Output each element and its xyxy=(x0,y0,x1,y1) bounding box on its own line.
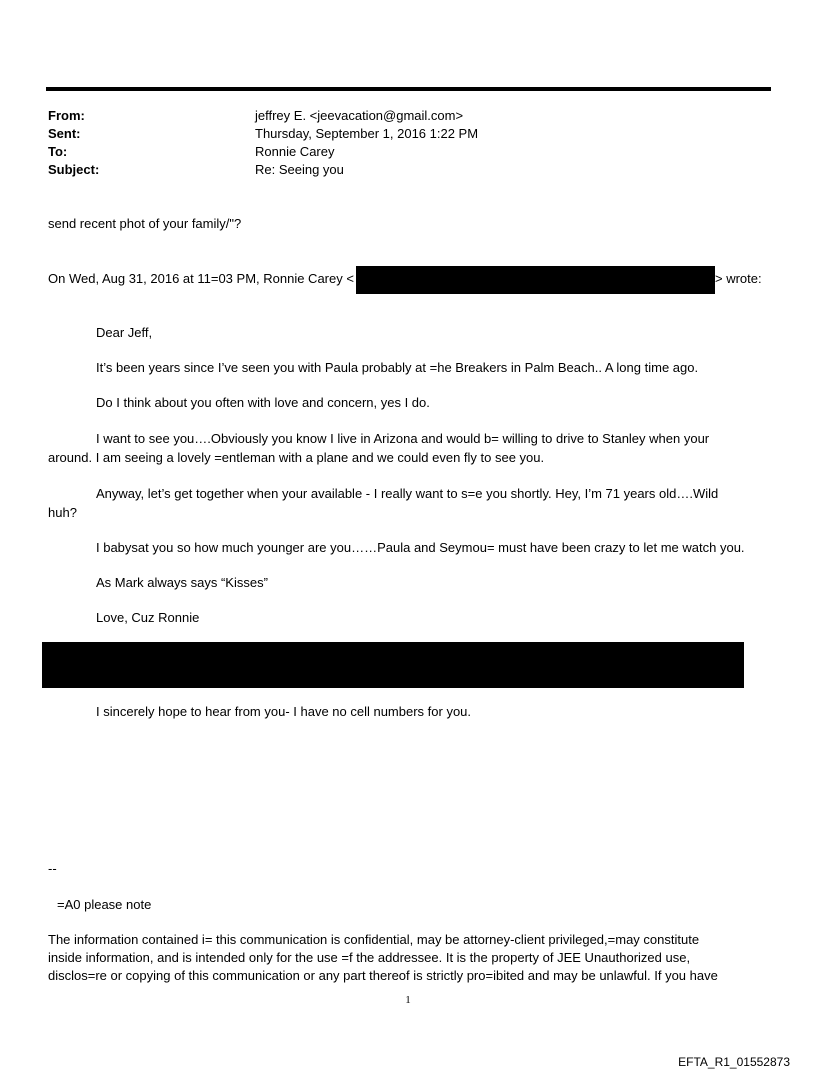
sent-value: Thursday, September 1, 2016 1:22 PM xyxy=(255,126,479,141)
reply-text: send recent phot of your family/"? xyxy=(48,216,242,231)
sent-label: Sent: xyxy=(48,126,81,141)
subject-label: Subject: xyxy=(48,162,100,177)
to-label: To: xyxy=(48,144,68,159)
paragraph-4-line-1: Anyway, let’s get together when your available - I really want to s=e you shortly. Hey, I’m 71 years old….Wild xyxy=(96,486,719,501)
signoff: Love, Cuz Ronnie xyxy=(96,610,200,625)
signature-separator: -- xyxy=(48,861,57,876)
paragraph-3-line-2: around. I am seeing a lovely =entleman with a plane and we could even fly to see you. xyxy=(48,450,545,465)
paragraph-7: I sincerely hope to hear from you- I have no cell numbers for you. xyxy=(96,704,472,719)
quote-intro-end: > wrote: xyxy=(715,271,762,286)
paragraph-4-line-2: huh? xyxy=(48,505,77,520)
from-label: From: xyxy=(48,108,85,123)
header-rule xyxy=(46,87,771,91)
page-number: 1 xyxy=(405,994,411,1006)
from-value: jeffrey E. <jeevacation@gmail.com> xyxy=(255,108,464,123)
disclaimer-line-3: disclos=re or copying of this communication or any part thereof is strictly pro=ibited and may be unlawful. If you have xyxy=(48,968,718,983)
paragraph-6: As Mark always says “Kisses” xyxy=(96,575,268,590)
subject-value: Re: Seeing you xyxy=(255,162,344,177)
disclaimer-line-1: The information contained i= this communication is confidential, may be attorney-client privileged,=may constitute xyxy=(48,932,700,947)
quote-intro-start: On Wed, Aug 31, 2016 at 11=03 PM, Ronnie Carey < xyxy=(48,271,354,286)
paragraph-3-line-1: I want to see you….Obviously you know I live in Arizona and would b= willing to drive to Stanley when your xyxy=(96,431,710,446)
paragraph-1: It’s been years since I’ve seen you with Paula probably at =he Breakers in Palm Beach.. A long time ago. xyxy=(96,360,699,375)
paragraph-2: Do I think about you often with love and concern, yes I do. xyxy=(96,395,430,410)
redaction-block xyxy=(42,642,744,688)
disclaimer-line-2: inside information, and is intended only for the use =f the addressee. It is the property of JEE Unauthorized use, xyxy=(48,950,691,965)
please-note: =A0 please note xyxy=(57,897,152,912)
paragraph-5: I babysat you so how much younger are you……Paula and Seymou= must have been crazy to let me watch you. xyxy=(96,540,745,555)
greeting: Dear Jeff, xyxy=(96,325,153,340)
to-value: Ronnie Carey xyxy=(255,144,335,159)
bates-number: EFTA_R1_01552873 xyxy=(678,1055,790,1069)
redaction-email xyxy=(356,266,715,294)
